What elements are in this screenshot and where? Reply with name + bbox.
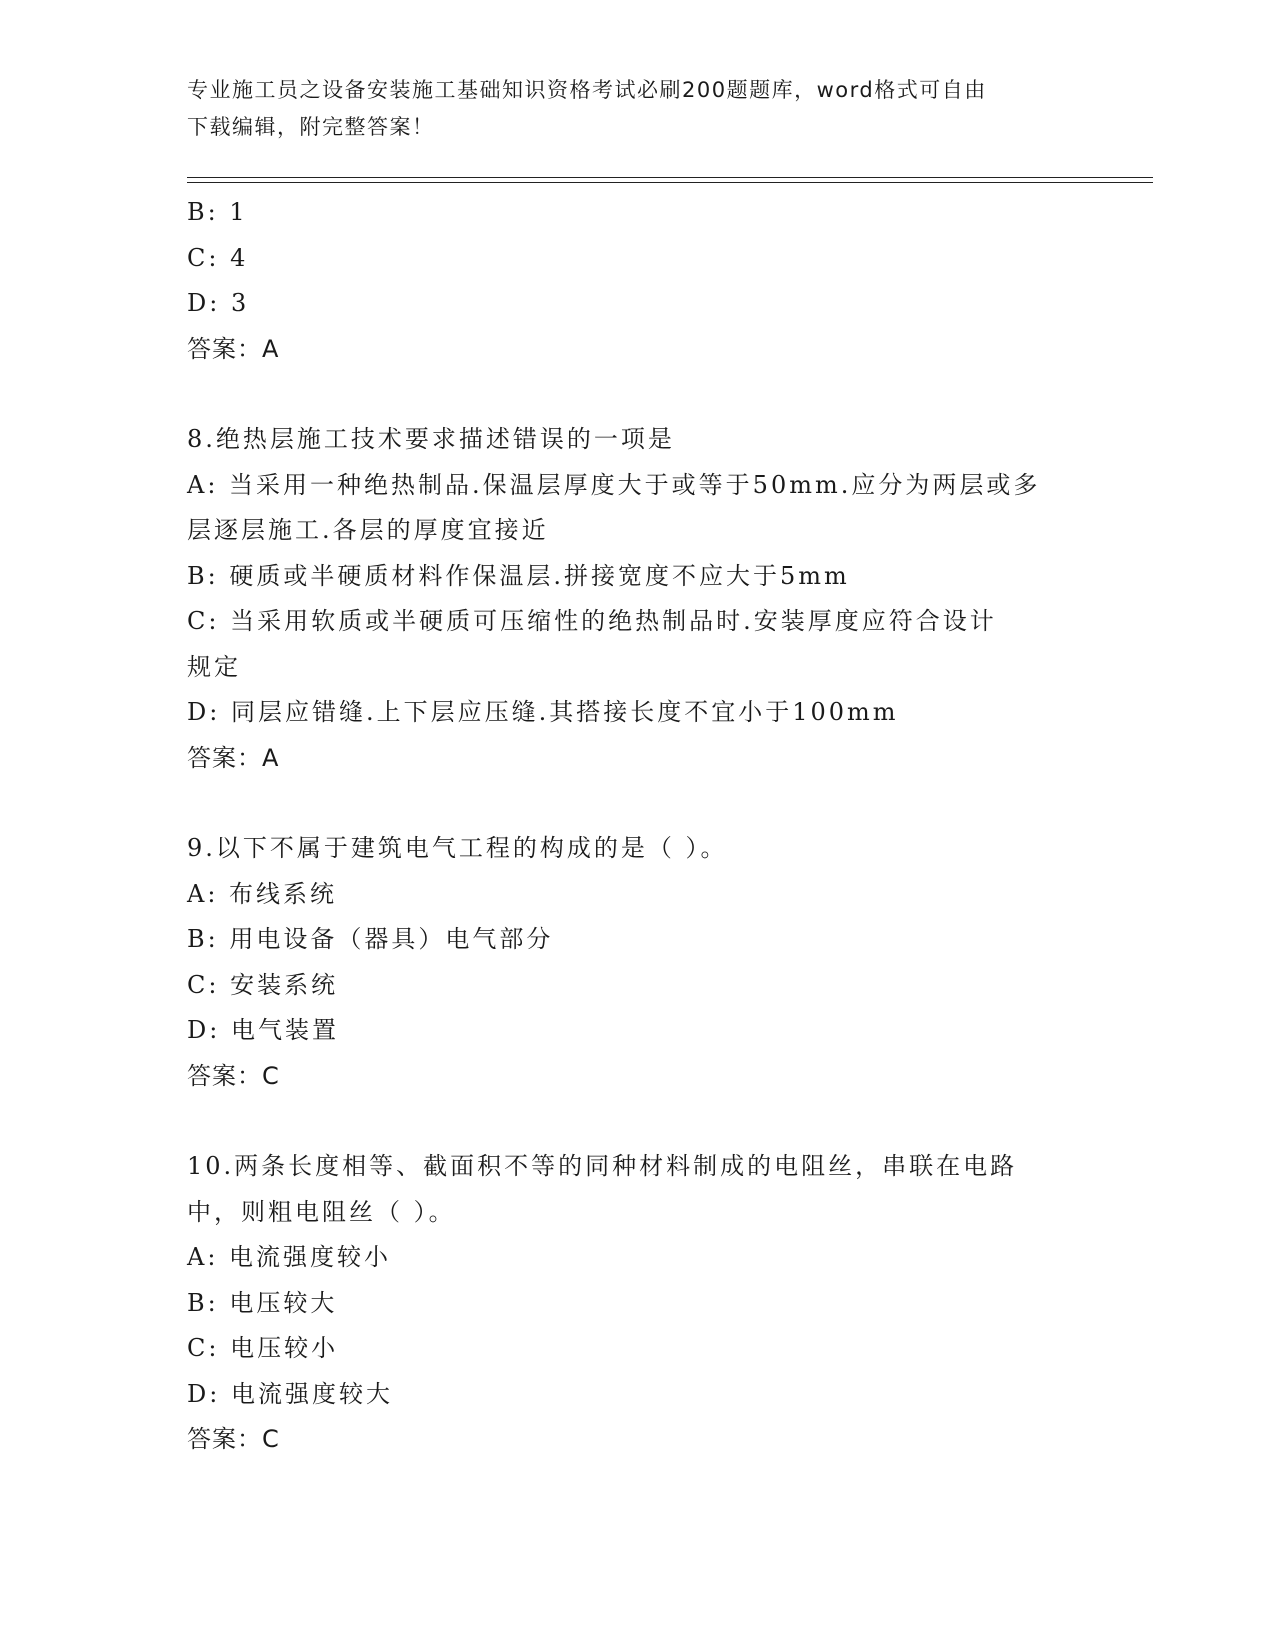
option-a: A: 电流强度较小 — [187, 1243, 392, 1271]
option-d: D: 电气装置 — [187, 1016, 339, 1044]
header-line-2: 下载编辑，附完整答案！ — [187, 115, 435, 139]
answer-line: 答案：C — [187, 1061, 280, 1090]
answer-line: 答案：A — [187, 743, 280, 772]
option-c-line-2: 规定 — [187, 652, 241, 681]
question-text: 8.绝热层施工技术要求描述错误的一项是 — [187, 425, 675, 453]
answer-line: 答案：A — [187, 334, 280, 363]
option-a: A: 布线系统 — [187, 879, 338, 908]
option-a-line-1: A: 当采用一种绝热制品.保温层厚度大于或等于50mm.应分为两层或多 — [187, 470, 1041, 499]
option-c: C: 4 — [187, 243, 249, 272]
option-c: C: 电压较小 — [187, 1334, 339, 1362]
question-text-line-1: 10.两条长度相等、截面积不等的同种材料制成的电阻丝，串联在电路 — [187, 1152, 1018, 1180]
answer-line: 答案：C — [187, 1425, 280, 1453]
question-9 — [187, 826, 1087, 1099]
spacer — [187, 1099, 1087, 1144]
option-b: B: 1 — [187, 198, 248, 226]
question-8 — [187, 417, 1087, 781]
option-c-line-1: C: 当采用软质或半硬质可压缩性的绝热制品时.安装厚度应符合设计 — [187, 607, 997, 635]
option-b: B: 电压较大 — [187, 1288, 338, 1317]
header-divider-bottom — [187, 182, 1153, 183]
option-d: D: 3 — [187, 289, 250, 317]
option-d: D: 同层应错缝.上下层应压缝.其搭接长度不宜小于100mm — [187, 698, 899, 726]
document-header — [187, 72, 1087, 146]
question-text-line-2: 中，则粗电阻丝（ ）。 — [187, 1197, 456, 1226]
question-7 — [187, 190, 1087, 372]
spacer — [187, 781, 1087, 826]
question-10 — [187, 1144, 1087, 1463]
question-list — [187, 190, 1087, 1463]
option-d: D: 电流强度较大 — [187, 1379, 393, 1408]
question-text: 9.以下不属于建筑电气工程的构成的是（ ）。 — [187, 834, 728, 862]
option-b: B: 硬质或半硬质材料作保温层.拼接宽度不应大于5mm — [187, 561, 850, 590]
header-line-1: 专业施工员之设备安装施工基础知识资格考试必刷200题题库，word格式可自由 — [187, 78, 987, 102]
option-b: B: 用电设备（器具）电气部分 — [187, 925, 554, 953]
spacer — [187, 372, 1087, 417]
option-a-line-2: 层逐层施工.各层的厚度宜接近 — [187, 516, 549, 544]
option-c: C: 安装系统 — [187, 970, 339, 999]
header-divider-top — [187, 177, 1153, 178]
